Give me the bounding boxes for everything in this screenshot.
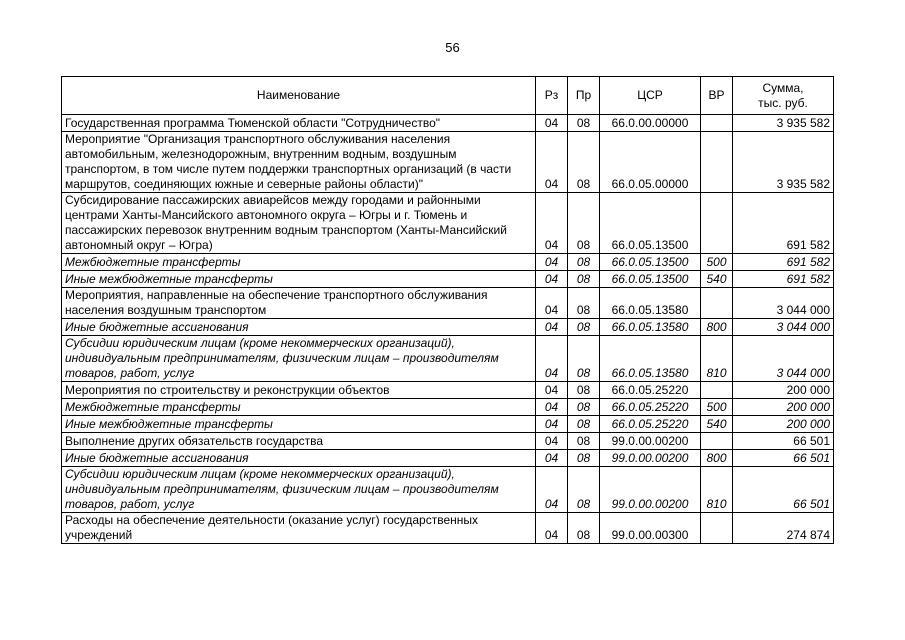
row-name-text: Мероприятия, направленные на обеспечение транспортного обслуживания населения воздушным транспортом <box>65 288 488 317</box>
table-row <box>62 467 834 513</box>
row-rz: 04 <box>536 271 568 288</box>
row-pr: 08 <box>568 433 600 450</box>
row-sum: 66 501 <box>733 467 834 513</box>
row-csr: 66.0.05.13500 <box>600 254 701 271</box>
row-name-text: Межбюджетные трансферты <box>65 400 241 414</box>
header-pr: Пр <box>568 77 600 115</box>
row-name <box>62 382 536 399</box>
row-sum: 274 874 <box>733 513 834 544</box>
row-rz: 04 <box>536 433 568 450</box>
row-name-text: Иные межбюджетные трансферты <box>65 272 273 286</box>
row-csr: 99.0.00.00200 <box>600 450 701 467</box>
row-name <box>62 513 536 544</box>
row-name <box>62 115 536 132</box>
row-sum: 200 000 <box>733 399 834 416</box>
row-vr <box>701 132 733 193</box>
row-pr: 08 <box>568 450 600 467</box>
row-sum: 691 582 <box>733 193 834 254</box>
row-name <box>62 433 536 450</box>
row-sum: 200 000 <box>733 382 834 399</box>
row-name <box>62 193 536 254</box>
row-vr <box>701 288 733 319</box>
row-pr: 08 <box>568 115 600 132</box>
row-csr: 66.0.05.13580 <box>600 288 701 319</box>
row-name-text: Иные бюджетные ассигнования <box>65 320 249 334</box>
row-pr: 08 <box>568 382 600 399</box>
row-csr: 66.0.05.00000 <box>600 132 701 193</box>
row-pr: 08 <box>568 399 600 416</box>
row-name-text: Выполнение других обязательств государства <box>65 434 324 448</box>
table-row <box>62 254 834 271</box>
header-vr: ВР <box>701 77 733 115</box>
row-csr: 66.0.05.13500 <box>600 193 701 254</box>
row-name-text: Мероприятия по строительству и реконструкции объектов <box>65 383 390 397</box>
row-pr: 08 <box>568 132 600 193</box>
row-name <box>62 288 536 319</box>
row-csr: 99.0.00.00200 <box>600 467 701 513</box>
row-pr: 08 <box>568 513 600 544</box>
row-csr: 66.0.05.25220 <box>600 399 701 416</box>
row-sum: 3 935 582 <box>733 132 834 193</box>
row-name-text: Расходы на обеспечение деятельности (оказание услуг) государственных учреждений <box>65 513 479 542</box>
header-csr: ЦСР <box>600 77 701 115</box>
row-sum: 66 501 <box>733 450 834 467</box>
row-name <box>62 132 536 193</box>
table-row <box>62 319 834 336</box>
row-pr: 08 <box>568 193 600 254</box>
row-csr: 66.0.05.25220 <box>600 382 701 399</box>
row-vr: 810 <box>701 336 733 382</box>
table-row <box>62 399 834 416</box>
row-name-text: Субсидии юридическим лицам (кроме некоммерческих организаций), индивидуальным предпринимателям, физическим лицам – производителям товаров, работ, услуг <box>65 336 499 380</box>
row-pr: 08 <box>568 288 600 319</box>
table-row <box>62 271 834 288</box>
row-name <box>62 336 536 382</box>
table-row <box>62 132 834 193</box>
table-row <box>62 382 834 399</box>
row-csr: 66.0.00.00000 <box>600 115 701 132</box>
row-vr <box>701 193 733 254</box>
table-header-row <box>62 77 834 115</box>
header-sum: Сумма, тыс. руб. <box>733 77 834 115</box>
row-rz: 04 <box>536 416 568 433</box>
row-rz: 04 <box>536 254 568 271</box>
row-vr: 500 <box>701 254 733 271</box>
row-sum: 3 044 000 <box>733 336 834 382</box>
row-rz: 04 <box>536 115 568 132</box>
row-name-text: Иные бюджетные ассигнования <box>65 451 249 465</box>
table-row <box>62 450 834 467</box>
row-vr <box>701 115 733 132</box>
row-name <box>62 271 536 288</box>
row-pr: 08 <box>568 336 600 382</box>
row-name <box>62 467 536 513</box>
budget-table <box>61 76 834 544</box>
row-rz: 04 <box>536 132 568 193</box>
row-vr <box>701 382 733 399</box>
row-vr: 540 <box>701 271 733 288</box>
row-pr: 08 <box>568 319 600 336</box>
row-csr: 66.0.05.25220 <box>600 416 701 433</box>
table-body <box>62 115 834 544</box>
table-row <box>62 115 834 132</box>
row-csr: 99.0.00.00200 <box>600 433 701 450</box>
row-vr: 500 <box>701 399 733 416</box>
table-row <box>62 336 834 382</box>
row-sum: 3 044 000 <box>733 319 834 336</box>
table-row <box>62 416 834 433</box>
row-name <box>62 450 536 467</box>
row-name <box>62 319 536 336</box>
row-name-text: Межбюджетные трансферты <box>65 255 241 269</box>
row-name-text: Субсидии юридическим лицам (кроме некоммерческих организаций), индивидуальным предпринимателям, физическим лицам – производителям товаров, работ, услуг <box>65 467 499 511</box>
row-rz: 04 <box>536 193 568 254</box>
row-csr: 66.0.05.13580 <box>600 336 701 382</box>
row-sum: 66 501 <box>733 433 834 450</box>
row-vr: 540 <box>701 416 733 433</box>
row-rz: 04 <box>536 319 568 336</box>
row-csr: 66.0.05.13500 <box>600 271 701 288</box>
row-rz: 04 <box>536 450 568 467</box>
row-name <box>62 399 536 416</box>
row-vr <box>701 433 733 450</box>
header-name: Наименование <box>62 77 536 115</box>
row-name <box>62 416 536 433</box>
row-sum: 200 000 <box>733 416 834 433</box>
header-rz: Рз <box>536 77 568 115</box>
row-rz: 04 <box>536 382 568 399</box>
row-csr: 99.0.00.00300 <box>600 513 701 544</box>
row-csr: 66.0.05.13580 <box>600 319 701 336</box>
row-pr: 08 <box>568 467 600 513</box>
row-rz: 04 <box>536 399 568 416</box>
row-sum: 691 582 <box>733 271 834 288</box>
page-number: 56 <box>445 40 460 55</box>
row-vr: 800 <box>701 319 733 336</box>
row-pr: 08 <box>568 271 600 288</box>
row-rz: 04 <box>536 288 568 319</box>
row-rz: 04 <box>536 513 568 544</box>
row-vr: 810 <box>701 467 733 513</box>
table-row <box>62 288 834 319</box>
row-pr: 08 <box>568 254 600 271</box>
row-name-text: Иные межбюджетные трансферты <box>65 417 273 431</box>
row-sum: 3 935 582 <box>733 115 834 132</box>
row-name-text: Мероприятие "Организация транспортного обслуживания населения автомобильным, железнодорожным, внутренним водным, воздушным транспортом, в том числе путем поддержки транспортных организаций (в части маршрутов, соединяющих южные и северные районы области)" <box>65 132 512 191</box>
row-rz: 04 <box>536 467 568 513</box>
row-sum: 691 582 <box>733 254 834 271</box>
table-row <box>62 433 834 450</box>
table-row <box>62 193 834 254</box>
row-name-text: Государственная программа Тюменской области "Сотрудничество" <box>65 116 440 130</box>
table-row <box>62 513 834 544</box>
row-sum: 3 044 000 <box>733 288 834 319</box>
row-rz: 04 <box>536 336 568 382</box>
row-pr: 08 <box>568 416 600 433</box>
row-name <box>62 254 536 271</box>
row-vr: 800 <box>701 450 733 467</box>
row-name-text: Субсидирование пассажирских авиарейсов между городами и районными центрами Ханты-Мансийского автономного округа – Югры и г. Тюмень и пассажирских перевозок внутренним водным транспортом (Ханты-Мансийский автономный округ – Югра) <box>65 193 507 252</box>
row-vr <box>701 513 733 544</box>
